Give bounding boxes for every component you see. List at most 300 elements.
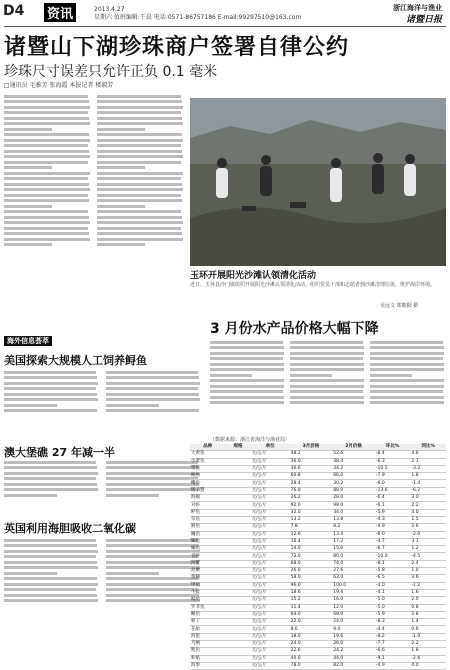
table-cell: 元/公斤 — [251, 619, 290, 626]
text-line — [106, 398, 200, 401]
table-cell: 元/公斤 — [251, 480, 290, 487]
text-line — [4, 544, 97, 547]
text-line — [97, 177, 181, 180]
table-cell: 16.0 — [332, 597, 375, 604]
table-cell: 鳓鱼 — [190, 480, 225, 487]
text-line — [106, 466, 199, 469]
table-row — [190, 553, 446, 560]
table-cell: -5.0 — [375, 597, 411, 604]
price-story-body-col2 — [290, 338, 366, 434]
table-cell: 4.0 — [410, 509, 446, 516]
text-line — [97, 106, 183, 109]
table-header-cell: 2月价格 — [332, 444, 375, 451]
text-line — [97, 210, 181, 213]
text-line — [97, 166, 145, 169]
table-cell: 鲢鱼 — [190, 524, 225, 531]
table-cell: 26.0 — [290, 568, 333, 575]
table-cell: 68.0 — [332, 611, 375, 618]
text-line — [210, 363, 284, 366]
text-line — [370, 341, 443, 344]
table-cell: 74.0 — [332, 560, 375, 567]
text-line — [210, 374, 252, 377]
price-table-wrap — [190, 444, 446, 669]
table-cell: 1.0 — [410, 568, 446, 575]
table-cell: 元/公斤 — [251, 473, 290, 480]
table-row — [190, 465, 446, 472]
table-cell: -8.2 — [375, 633, 411, 640]
table-cell: 元/公斤 — [251, 465, 290, 472]
table-row — [190, 611, 446, 618]
text-line — [290, 390, 363, 393]
table-cell: 元/公斤 — [251, 662, 290, 669]
table-cell: 梭子蟹 — [190, 487, 225, 494]
table-cell: 元/公斤 — [251, 538, 290, 545]
table-cell — [225, 487, 250, 494]
table-cell: -2.0 — [410, 531, 446, 538]
text-line — [210, 341, 283, 344]
table-cell: -6.1 — [375, 502, 411, 509]
text-line — [97, 199, 182, 202]
text-line — [290, 379, 364, 382]
table-cell — [225, 619, 250, 626]
text-line — [4, 555, 96, 558]
text-line — [370, 396, 444, 399]
table-cell: 13.2 — [290, 516, 333, 523]
text-line — [370, 368, 444, 371]
text-line — [4, 194, 88, 197]
table-cell — [225, 560, 250, 567]
text-line — [290, 374, 332, 377]
table-row — [190, 575, 446, 582]
table-cell: 14.0 — [290, 546, 333, 553]
table-cell: -8.4 — [375, 451, 411, 458]
table-cell: 8.6 — [290, 626, 333, 633]
table-cell — [225, 582, 250, 589]
table-cell: 鲫鱼 — [190, 538, 225, 545]
table-cell: -6.5 — [375, 575, 411, 582]
table-cell: -6.3 — [375, 458, 411, 465]
table-cell: 元/公斤 — [251, 641, 290, 648]
table-cell: 海蜇 — [190, 633, 225, 640]
text-line — [106, 371, 198, 374]
table-cell: 78.0 — [290, 662, 333, 669]
text-line — [106, 472, 200, 475]
table-cell: 虾蛄 — [190, 655, 225, 662]
table-cell: 7.8 — [290, 524, 333, 531]
table-cell: 8.2 — [332, 524, 375, 531]
table-cell — [225, 604, 250, 611]
table-row — [190, 458, 446, 465]
text-line — [97, 238, 183, 241]
table-cell: 青虾 — [190, 553, 225, 560]
table-cell: 元/公斤 — [251, 560, 290, 567]
text-line — [97, 243, 145, 246]
text-line — [370, 379, 444, 382]
text-line — [370, 401, 444, 404]
table-row — [190, 516, 446, 523]
table-row — [190, 531, 446, 538]
text-line — [4, 483, 97, 486]
text-line — [4, 561, 97, 564]
lead-byline: □通讯员 毛雅芳 张海霞 本报记者 楼淑芳 — [4, 82, 114, 89]
text-line — [97, 139, 183, 142]
text-line — [97, 183, 182, 186]
table-row — [190, 641, 446, 648]
table-cell: 元/公斤 — [251, 648, 290, 655]
table-cell: 草鱼 — [190, 516, 225, 523]
table-cell — [225, 575, 250, 582]
text-line — [4, 150, 89, 153]
text-line — [106, 588, 198, 591]
table-cell — [225, 502, 250, 509]
table-cell: 黄鳝 — [190, 575, 225, 582]
table-header-cell: 3月价格 — [290, 444, 333, 451]
table-cell: 1.8 — [410, 473, 446, 480]
table-cell: 3.1 — [410, 538, 446, 545]
table-row — [190, 619, 446, 626]
table-cell: -6.2 — [410, 487, 446, 494]
table-row — [190, 589, 446, 596]
table-cell — [225, 546, 250, 553]
table-cell: 82.0 — [332, 662, 375, 669]
text-line — [97, 122, 183, 125]
text-line — [4, 371, 96, 374]
table-cell: 48.2 — [290, 451, 333, 458]
table-cell: -5.8 — [375, 568, 411, 575]
table-cell: 60.8 — [290, 473, 333, 480]
table-row — [190, 597, 446, 604]
story1-body-col2 — [106, 368, 202, 438]
table-cell: 元/公斤 — [251, 589, 290, 596]
price-story-headline: 3 月份水产品价格大幅下降 — [210, 321, 379, 337]
table-cell: 甲鱼 — [190, 582, 225, 589]
paper-logo: 诸暨日报 — [405, 15, 442, 25]
text-line — [4, 188, 90, 191]
text-line — [4, 128, 52, 131]
table-cell: 32.0 — [290, 509, 333, 516]
table-cell: -4.0 — [375, 582, 411, 589]
text-line — [4, 539, 96, 542]
table-cell — [225, 568, 250, 575]
table-cell: -9.1 — [375, 655, 411, 662]
text-line — [4, 494, 57, 497]
table-cell — [225, 589, 250, 596]
text-line — [4, 183, 89, 186]
text-line — [97, 205, 145, 208]
table-cell: -4.9 — [375, 662, 411, 669]
news-photo — [190, 98, 446, 266]
table-cell — [225, 524, 250, 531]
table-row — [190, 546, 446, 553]
text-line — [106, 572, 159, 575]
table-cell: 鱿鱼 — [190, 648, 225, 655]
table-row — [190, 604, 446, 611]
table-cell: 12.0 — [332, 604, 375, 611]
table-cell: 15.0 — [332, 546, 375, 553]
text-line — [106, 404, 159, 407]
table-cell: 鲈鱼 — [190, 509, 225, 516]
table-cell: 36.0 — [290, 458, 333, 465]
text-line — [290, 346, 364, 349]
table-cell: 鲶鱼 — [190, 597, 225, 604]
text-line — [290, 363, 364, 366]
issue-date: 2013.4.27 — [94, 6, 125, 13]
text-line — [4, 199, 89, 202]
lead-headline: 诸暨山下湖珍珠商户签署自律公约 — [4, 35, 350, 60]
text-line — [210, 396, 284, 399]
table-cell: 1.5 — [410, 516, 446, 523]
table-cell — [225, 531, 250, 538]
table-cell: 蛏子 — [190, 619, 225, 626]
text-line — [370, 374, 412, 377]
text-line — [4, 221, 90, 224]
table-cell: 30.6 — [290, 465, 333, 472]
text-line — [4, 100, 89, 103]
table-cell: 100.0 — [332, 582, 375, 589]
table-cell: -5.9 — [375, 509, 411, 516]
table-cell: 2.0 — [410, 597, 446, 604]
paper-name: 浙江海洋与渔业 — [393, 4, 442, 12]
text-line — [4, 205, 52, 208]
text-line — [290, 357, 363, 360]
table-cell: 2.6 — [410, 524, 446, 531]
price-table — [190, 444, 446, 670]
table-cell: 62.0 — [332, 575, 375, 582]
table-cell: 河蟹 — [190, 560, 225, 567]
table-body — [190, 451, 446, 670]
table-cell: 16.4 — [290, 538, 333, 545]
text-line — [97, 95, 181, 98]
lead-body-col2 — [97, 92, 185, 320]
header-divider — [4, 26, 446, 27]
table-cell: 元/公斤 — [251, 487, 290, 494]
text-line — [4, 387, 96, 390]
text-line — [4, 172, 90, 175]
text-line — [106, 599, 200, 602]
table-cell: -4.5 — [410, 553, 446, 560]
table-cell: 元/公斤 — [251, 633, 290, 640]
text-line — [370, 385, 444, 388]
table-row — [190, 509, 446, 516]
table-cell: -4.7 — [375, 538, 411, 545]
table-cell: -4.4 — [375, 626, 411, 633]
table-cell: 2.4 — [410, 560, 446, 567]
table-cell: 元/公斤 — [251, 604, 290, 611]
table-header-cell: 规格 — [225, 444, 250, 451]
text-line — [4, 461, 96, 464]
table-source: （数据来源：浙江省海洋与渔业局） — [210, 437, 291, 443]
table-cell — [225, 465, 250, 472]
price-story-body-col3 — [370, 338, 446, 434]
table-cell — [225, 538, 250, 545]
text-line — [97, 144, 181, 147]
table-cell: 2.8 — [410, 611, 446, 618]
text-line — [210, 368, 284, 371]
table-row — [190, 560, 446, 567]
table-cell: 52.6 — [332, 451, 375, 458]
text-line — [106, 594, 199, 597]
table-row — [190, 473, 446, 480]
table-cell — [225, 516, 250, 523]
text-line — [97, 117, 182, 120]
text-line — [210, 390, 283, 393]
text-line — [106, 555, 198, 558]
table-row — [190, 502, 446, 509]
text-line — [4, 111, 88, 114]
table-cell: 海鳗 — [190, 495, 225, 502]
table-cell: -8.1 — [375, 560, 411, 567]
text-line — [106, 461, 198, 464]
text-line — [290, 368, 364, 371]
table-cell: -6.6 — [375, 648, 411, 655]
text-line — [97, 172, 183, 175]
table-cell: 泥鳅 — [190, 568, 225, 575]
table-cell: 22.0 — [290, 619, 333, 626]
table-cell: -10.5 — [375, 465, 411, 472]
story2-body — [4, 458, 100, 514]
text-line — [4, 572, 57, 575]
table-cell: 92.0 — [290, 502, 333, 509]
table-cell: 元/公斤 — [251, 611, 290, 618]
text-line — [370, 352, 444, 355]
table-cell: 0.8 — [410, 604, 446, 611]
text-line — [97, 227, 181, 230]
table-cell: 34.0 — [332, 509, 375, 516]
table-cell: 26.0 — [332, 641, 375, 648]
table-cell: 13.4 — [332, 531, 375, 538]
table-cell: 1.8 — [410, 648, 446, 655]
table-cell: 2.2 — [410, 502, 446, 509]
table-cell — [225, 495, 250, 502]
table-cell: 28.0 — [332, 495, 375, 502]
table-cell: 40.0 — [290, 655, 333, 662]
table-row — [190, 626, 446, 633]
table-header-cell: 单位 — [251, 444, 290, 451]
table-cell: 38.4 — [332, 458, 375, 465]
story2-headline: 澳大堡礁 27 年减一半 — [4, 446, 115, 459]
table-cell: 元/公斤 — [251, 553, 290, 560]
story1-body — [4, 368, 100, 438]
table-cell: 鳜鱼 — [190, 611, 225, 618]
table-cell: 鳙鱼 — [190, 531, 225, 538]
table-cell: -2.6 — [410, 655, 446, 662]
text-line — [4, 177, 88, 180]
table-cell — [225, 451, 250, 458]
text-line — [4, 144, 88, 147]
table-cell: -1.0 — [410, 633, 446, 640]
text-line — [106, 494, 159, 497]
table-cell: 3.0 — [410, 495, 446, 502]
table-cell: 64.0 — [290, 611, 333, 618]
table-cell: 28.4 — [290, 480, 333, 487]
table-cell: 19.4 — [332, 589, 375, 596]
table-cell: 24.0 — [332, 619, 375, 626]
table-cell: 小黄鱼 — [190, 458, 225, 465]
table-cell — [225, 473, 250, 480]
table-row — [190, 524, 446, 531]
text-line — [97, 133, 182, 136]
text-line — [4, 382, 98, 385]
table-cell: 80.0 — [332, 553, 375, 560]
text-line — [97, 188, 183, 191]
table-cell — [225, 480, 250, 487]
price-story-body-col1 — [210, 338, 286, 434]
table-row — [190, 662, 446, 669]
table-row — [190, 538, 446, 545]
text-line — [97, 194, 181, 197]
table-cell: -6.7 — [375, 546, 411, 553]
table-cell — [225, 597, 250, 604]
text-line — [97, 216, 182, 219]
text-line — [97, 128, 145, 131]
section-number: D4 — [3, 3, 25, 19]
text-line — [97, 232, 182, 235]
text-line — [106, 583, 200, 586]
table-cell: -5.0 — [375, 604, 411, 611]
text-line — [4, 238, 90, 241]
table-cell — [225, 553, 250, 560]
table-cell — [225, 611, 250, 618]
text-line — [4, 577, 97, 580]
table-cell: -1.4 — [410, 480, 446, 487]
table-cell — [225, 626, 250, 633]
text-line — [4, 227, 88, 230]
text-line — [4, 161, 88, 164]
table-row — [190, 480, 446, 487]
table-cell: 元/公斤 — [251, 582, 290, 589]
text-line — [4, 95, 88, 98]
table-cell: 元/公斤 — [251, 568, 290, 575]
text-line — [106, 382, 200, 385]
text-line — [4, 393, 97, 396]
text-line — [4, 166, 52, 169]
table-cell: 1.4 — [410, 619, 446, 626]
sidebar-box-label: 海外信息荟萃 — [4, 336, 52, 346]
table-cell: 牛蛙 — [190, 589, 225, 596]
table-cell: 27.6 — [332, 568, 375, 575]
story3-body-col2 — [106, 536, 202, 636]
table-cell: 24.2 — [332, 648, 375, 655]
beach-cleanup-photo — [190, 98, 446, 266]
table-cell: 元/公斤 — [251, 626, 290, 633]
table-cell: 鳊鱼 — [190, 546, 225, 553]
table-row — [190, 487, 446, 494]
table-cell: 0.0 — [410, 662, 446, 669]
table-cell — [225, 458, 250, 465]
table-cell: 9.0 — [332, 626, 375, 633]
table-cell: -7.7 — [375, 641, 411, 648]
text-line — [370, 363, 444, 366]
table-cell: 元/公斤 — [251, 531, 290, 538]
text-line — [290, 385, 364, 388]
table-cell: 罗非鱼 — [190, 604, 225, 611]
table-header-cell: 同比% — [410, 444, 446, 451]
table-cell — [225, 509, 250, 516]
table-cell: -6.0 — [375, 480, 411, 487]
section-name: 资讯 — [44, 3, 76, 22]
text-line — [4, 243, 52, 246]
text-line — [4, 122, 90, 125]
story2-body-col2 — [106, 458, 202, 514]
table-cell: 大黄鱼 — [190, 451, 225, 458]
table-cell: -13.6 — [375, 487, 411, 494]
text-line — [4, 398, 98, 401]
table-row — [190, 495, 446, 502]
text-line — [4, 583, 98, 586]
table-cell: 76.0 — [290, 487, 333, 494]
table-cell: 15.2 — [290, 597, 333, 604]
table-cell: 3.6 — [410, 575, 446, 582]
